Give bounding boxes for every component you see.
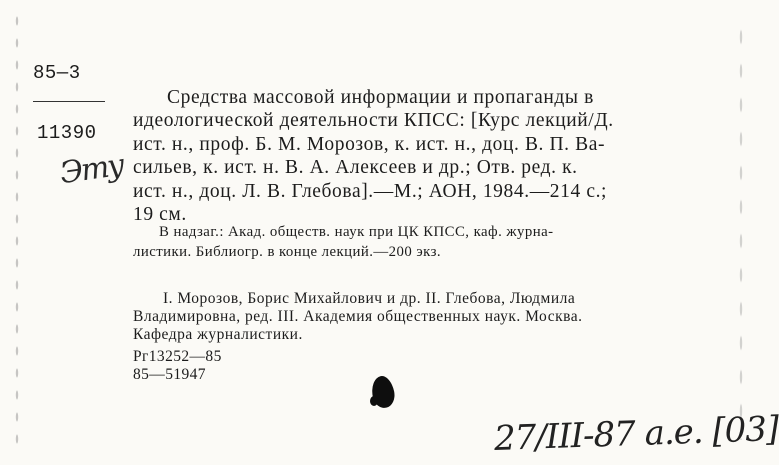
accession-number: 11390 — [37, 122, 97, 144]
tracings-section — [133, 290, 730, 344]
note-line: листики. Библиогр. в конце лекций.—200 экз. — [133, 244, 442, 260]
classification-number: 85—3 — [33, 62, 81, 84]
perforation-marks-right — [738, 20, 744, 440]
ink-blot-drop — [370, 396, 378, 406]
tracing-line: Кафедра журналистики. — [133, 326, 303, 343]
handwritten-mark: Эту — [57, 147, 125, 192]
registration-number: Рг13252—85 — [133, 348, 222, 365]
tracing-line: Владимировна, ред. III. Академия общественных наук. Москва. — [133, 308, 583, 325]
registration-codes — [133, 348, 222, 384]
tracing-line: I. Морозов, Борис Михайлович и др. II. Глебова, Людмила — [163, 290, 576, 307]
notes-section — [133, 222, 730, 262]
handwritten-footer: 27/III-87 а.е. [03] — [493, 409, 779, 459]
divider-line — [33, 101, 105, 102]
perforation-marks — [14, 10, 20, 450]
description-line: идеологической деятельности КПСС: [Курс лекций/Д. — [133, 110, 614, 132]
description-line: ист. н., проф. Б. М. Морозов, к. ист. н., доц. В. П. Ва- — [133, 133, 606, 155]
description-line: сильев, к. ист. н. В. А. Алексеев и др.; Отв. ред. к. — [133, 157, 578, 179]
card-number: 85—51947 — [133, 366, 206, 383]
description-line: 19 см. — [133, 204, 187, 226]
note-line: В надзаг.: Акад. обществ. наук при ЦК КПСС, каф. журна- — [159, 224, 554, 240]
bibliographic-description — [133, 86, 730, 226]
description-line: Средства массовой информации и пропаганды в — [167, 87, 594, 108]
description-line: ист. н., доц. Л. В. Глебова].—М.; АОН, 1984.—214 с.; — [133, 180, 608, 202]
